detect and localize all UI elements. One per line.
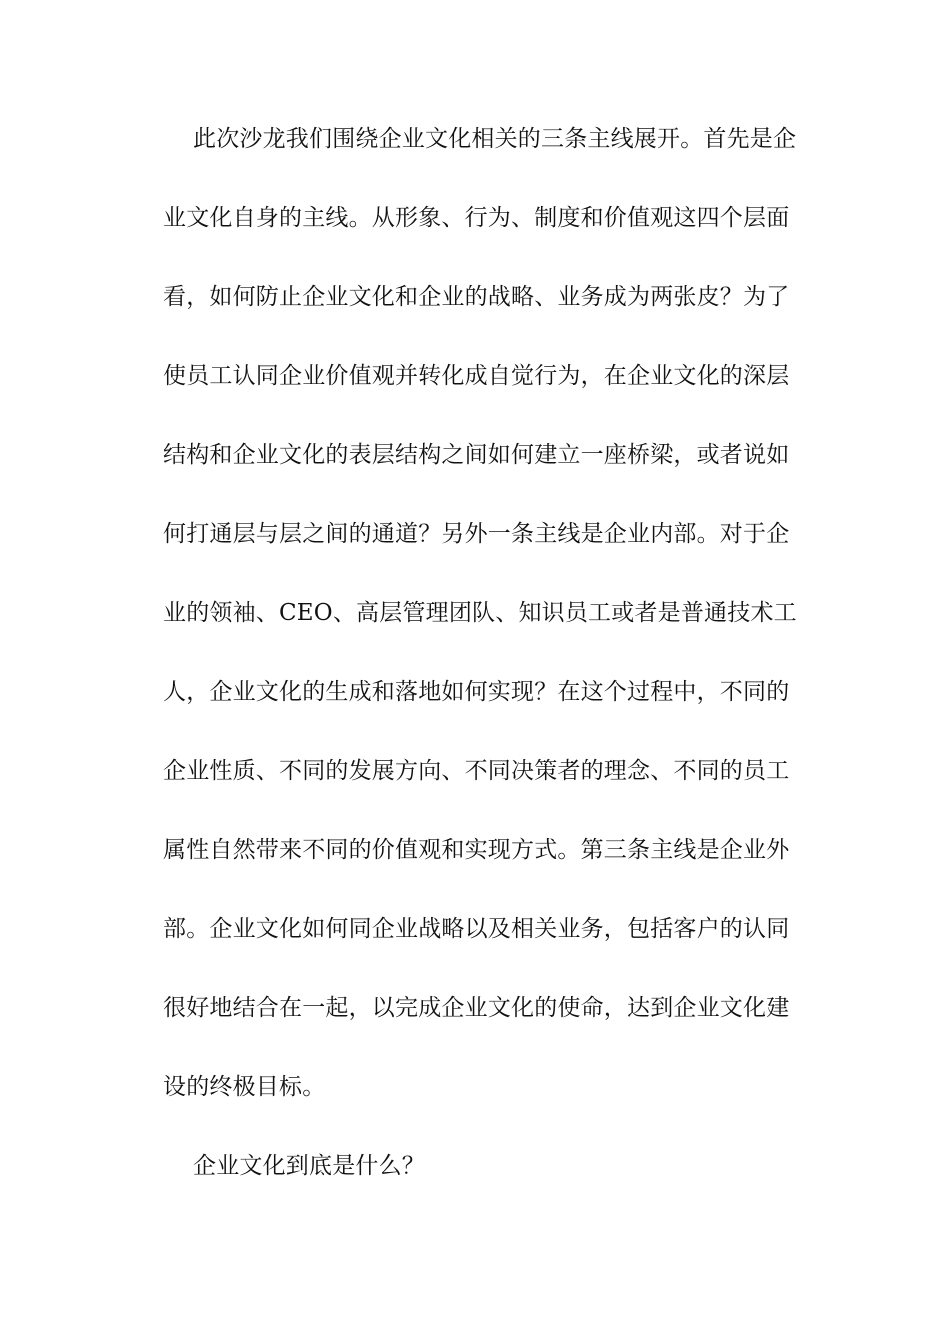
text-line: 看，如何防止企业文化和企业的战略、业务成为两张皮？为了 [163, 284, 790, 310]
document-body [163, 100, 795, 1206]
question-text: 企业文化到底是什么？ [193, 1153, 425, 1179]
text-line: 部。企业文化如何同企业战略以及相关业务，包括客户的认同 [163, 916, 790, 942]
paragraph-question [163, 1127, 795, 1206]
text-line: 此次沙龙我们围绕企业文化相关的三条主线展开。首先是企 [193, 126, 797, 152]
text-line: 设的终极目标。 [163, 1074, 326, 1100]
paragraph-intro [163, 100, 795, 1127]
text-line: 使员工认同企业价值观并转化成自觉行为，在企业文化的深层 [163, 363, 790, 389]
text-line: 何打通层与层之间的通道？另外一条主线是企业内部。对于企 [163, 521, 790, 547]
text-line: 很好地结合在一起，以完成企业文化的使命，达到企业文化建 [163, 995, 790, 1021]
text-line: 业文化自身的主线。从形象、行为、制度和价值观这四个层面 [163, 205, 790, 231]
text-line: 属性自然带来不同的价值观和实现方式。第三条主线是企业外 [163, 837, 790, 863]
text-line: 业的领袖、CEO、高层管理团队、知识员工或者是普通技术工 [163, 600, 797, 626]
text-line: 企业性质、不同的发展方向、不同决策者的理念、不同的员工 [163, 758, 790, 784]
text-line: 人，企业文化的生成和落地如何实现？在这个过程中，不同的 [163, 679, 790, 705]
text-line: 结构和企业文化的表层结构之间如何建立一座桥梁，或者说如 [163, 442, 790, 468]
